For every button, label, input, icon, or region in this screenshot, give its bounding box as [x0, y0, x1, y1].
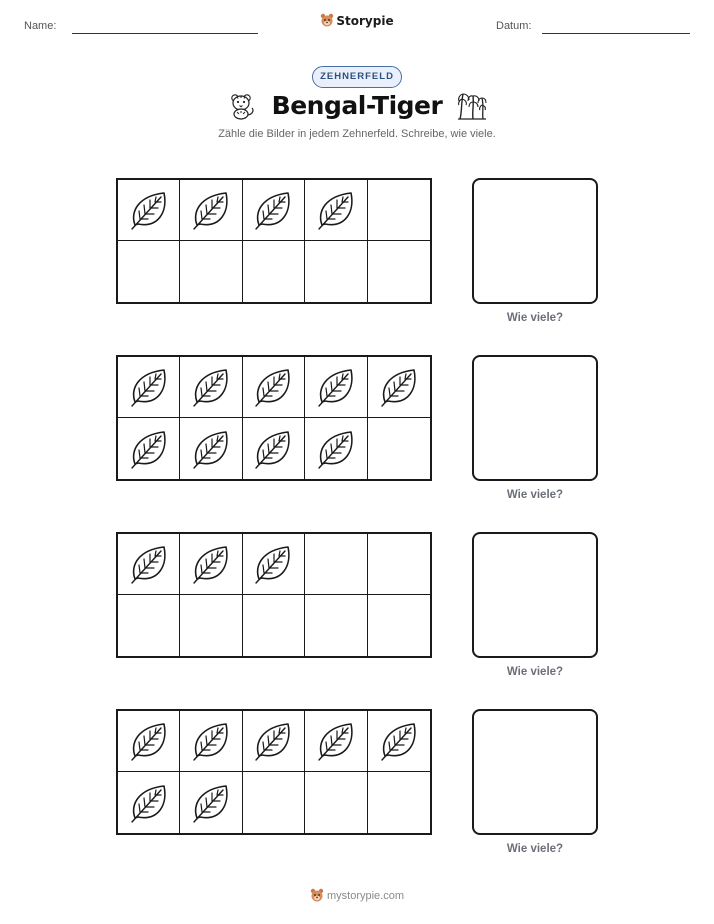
leaf-icon: [190, 781, 232, 825]
ten-frame: [116, 355, 432, 481]
leaf-icon: [378, 719, 420, 763]
name-label: Name:: [24, 20, 57, 32]
date-line[interactable]: [542, 33, 690, 34]
tiger-icon: [227, 90, 257, 120]
ten-frame-cell: [368, 534, 430, 595]
brand-logo: [0, 13, 714, 28]
leaf-icon: [315, 188, 357, 232]
ten-frame-cell: [118, 180, 180, 241]
leaf-icon: [252, 427, 294, 471]
brand-name: Storypie: [336, 14, 394, 28]
leaf-icon: [128, 427, 170, 471]
leaf-icon: [252, 719, 294, 763]
answer-label: Wie viele?: [506, 666, 564, 678]
footer: [0, 888, 714, 902]
ten-frame-cell: [118, 772, 180, 833]
answer-label: Wie viele?: [506, 312, 564, 324]
exercise-3: [0, 532, 714, 692]
ten-frame-cell: [305, 418, 367, 479]
leaf-icon: [128, 781, 170, 825]
leaf-icon: [252, 365, 294, 409]
leaf-icon: [128, 188, 170, 232]
ten-frame-cell: [368, 357, 430, 418]
worksheet-type-badge: ZEHNERFELD: [312, 66, 402, 88]
leaf-icon: [128, 719, 170, 763]
answer-box[interactable]: [472, 709, 598, 835]
answer-label: Wie viele?: [506, 489, 564, 501]
leaf-icon: [190, 365, 232, 409]
ten-frame-cell: [243, 180, 305, 241]
leaf-icon: [128, 542, 170, 586]
ten-frame-cell: [180, 357, 242, 418]
leaf-icon: [252, 542, 294, 586]
leaf-icon: [315, 365, 357, 409]
instructions: Zähle die Bilder in jedem Zehnerfeld. Schreibe, wie viele.: [218, 128, 496, 140]
date-label: Datum:: [496, 20, 532, 32]
answer-box[interactable]: [472, 355, 598, 481]
leaf-icon: [378, 365, 420, 409]
ten-frame-cell: [180, 534, 242, 595]
ten-frame-cell: [368, 711, 430, 772]
footer-url[interactable]: mystorypie.com: [326, 890, 405, 902]
ten-frame-cell: [368, 418, 430, 479]
answer-box[interactable]: [472, 532, 598, 658]
exercise-4: [0, 709, 714, 869]
ten-frame-cell: [118, 534, 180, 595]
exercise-2: [0, 355, 714, 515]
leaf-icon: [190, 427, 232, 471]
ten-frame-cell: [305, 595, 367, 656]
ten-frame-cell: [118, 418, 180, 479]
ten-frame: [116, 709, 432, 835]
ten-frame-cell: [243, 772, 305, 833]
answer-box[interactable]: [472, 178, 598, 304]
ten-frame: [116, 178, 432, 304]
bear-logo-icon: [320, 13, 334, 27]
ten-frame-cell: [118, 595, 180, 656]
leaf-icon: [190, 542, 232, 586]
ten-frame-cell: [243, 241, 305, 302]
ten-frame-cell: [368, 772, 430, 833]
ten-frame-cell: [180, 180, 242, 241]
leaf-icon: [252, 188, 294, 232]
leaf-icon: [315, 719, 357, 763]
ten-frame-cell: [305, 711, 367, 772]
ten-frame-cell: [305, 241, 367, 302]
ten-frame-cell: [305, 357, 367, 418]
ten-frame-cell: [180, 241, 242, 302]
ten-frame-cell: [305, 772, 367, 833]
name-line[interactable]: [72, 33, 258, 34]
leaf-icon: [190, 719, 232, 763]
ten-frame-cell: [243, 357, 305, 418]
ten-frame-cell: [243, 534, 305, 595]
page-title: Bengal-Tiger: [271, 90, 443, 120]
leaf-icon: [315, 427, 357, 471]
ten-frame-cell: [243, 711, 305, 772]
ten-frame-cell: [118, 711, 180, 772]
answer-label: Wie viele?: [506, 843, 564, 855]
jungle-trees-icon: [457, 90, 487, 120]
bear-logo-icon: [310, 888, 324, 902]
leaf-icon: [128, 365, 170, 409]
ten-frame-cell: [118, 357, 180, 418]
ten-frame-cell: [368, 241, 430, 302]
ten-frame-cell: [305, 180, 367, 241]
ten-frame-cell: [368, 180, 430, 241]
ten-frame-cell: [118, 241, 180, 302]
leaf-icon: [190, 188, 232, 232]
title-row: [0, 90, 714, 120]
ten-frame-cell: [243, 595, 305, 656]
ten-frame-cell: [180, 711, 242, 772]
exercise-1: [0, 178, 714, 338]
ten-frame-cell: [180, 772, 242, 833]
ten-frame-cell: [180, 595, 242, 656]
ten-frame-cell: [180, 418, 242, 479]
ten-frame-cell: [368, 595, 430, 656]
ten-frame-cell: [243, 418, 305, 479]
ten-frame: [116, 532, 432, 658]
ten-frame-cell: [305, 534, 367, 595]
